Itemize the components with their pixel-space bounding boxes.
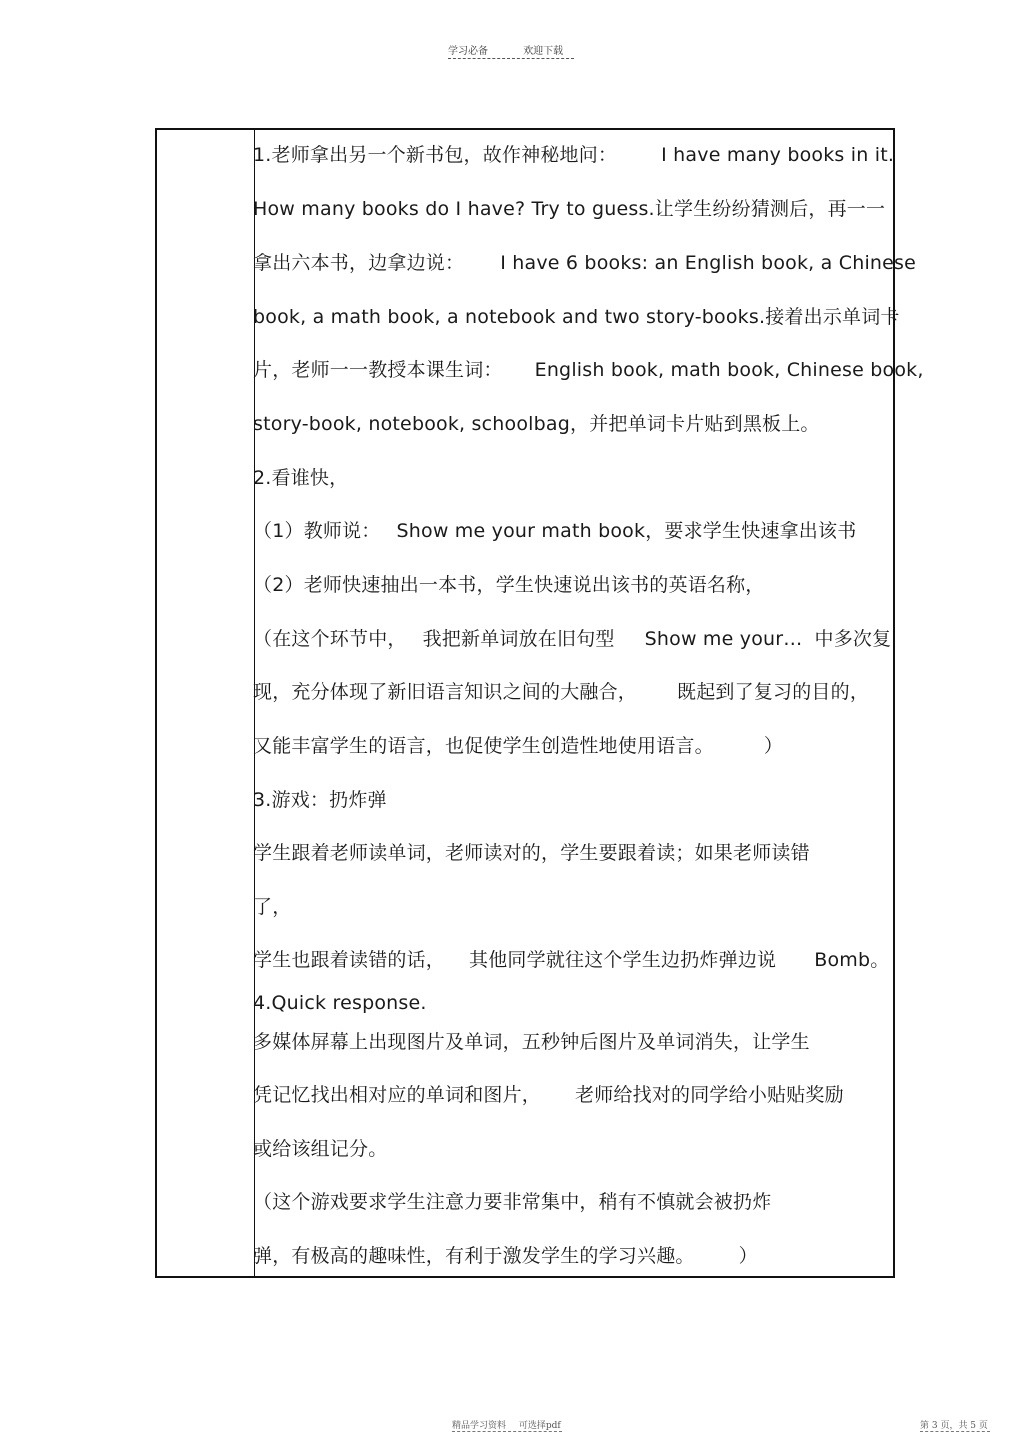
content-line: 2.看谁快， [253,467,349,489]
content-line: 4.Quick response. [253,992,427,1014]
content-line: （1）教师说： Show me your math book，要求学生快速拿出该书 [253,520,857,542]
header-underline [448,58,574,59]
content-line: book, a math book, a notebook and two story-books.接着出示单词卡 [253,306,900,328]
page-number-text: 第 3 页，共 5 页 [920,1421,988,1431]
page-number [920,1418,1010,1431]
content-line: （2）老师快速抽出一本书，学生快速说出该书的英语名称， [253,574,765,596]
content-line: 学生跟着老师读单词，老师读对的，学生要跟着读；如果老师读错 [253,842,810,864]
content-line: 凭记忆找出相对应的单词和图片， 老师给找对的同学给小贴贴奖励 [253,1084,844,1106]
footer-middle-text: 可选择pdf [518,1421,561,1431]
content-line: 弹，有极高的趣味性，有利于激发学生的学习兴趣。 ） [253,1245,758,1267]
content-line: How many books do I have? Try to guess.让学生纷纷猜测后，再一一 [253,198,886,220]
page-header [448,42,574,57]
content-line: 片，老师一一教授本课生词： English book, math book, Chinese book, [253,359,924,381]
content-line: 了， [253,896,292,918]
content-line: 1.老师拿出另一个新书包，故作神秘地问： I have many books in it. [253,144,895,166]
content-line: （在这个环节中， 我把新单词放在旧句型 Show me your… 中多次复 [253,628,892,650]
footer-left-text: 精品学习资料 [452,1421,507,1431]
content-line: story-book, notebook, schoolbag，并把单词卡片贴到黑板上。 [253,413,820,435]
content-line: 拿出六本书，边拿边说： I have 6 books: an English book, a Chinese [253,252,917,274]
content-line: 学生也跟着读错的话， 其他同学就往这个学生边扔炸弹边说 Bomb。 [253,949,890,971]
content-line: 或给该组记分。 [253,1138,388,1160]
content-line: 又能丰富学生的语言，也促使学生创造性地使用语言。 ） [253,735,784,757]
footer-right-underline [920,1431,990,1432]
content-line: 3.游戏：扔炸弹 [253,789,387,811]
header-left-text: 学习必备 [448,46,488,57]
content-line: （这个游戏要求学生注意力要非常集中，稍有不慎就会被扔炸 [253,1191,772,1213]
content-line: 现，充分体现了新旧语言知识之间的大融合， 既起到了复习的目的， [253,681,870,703]
footer-left-underline [452,1431,562,1432]
header-right-text: 欢迎下载 [523,46,564,57]
page-footer-left [452,1418,572,1431]
content-line: 多媒体屏幕上出现图片及单词，五秒钟后图片及单词消失，让学生 [253,1031,810,1053]
